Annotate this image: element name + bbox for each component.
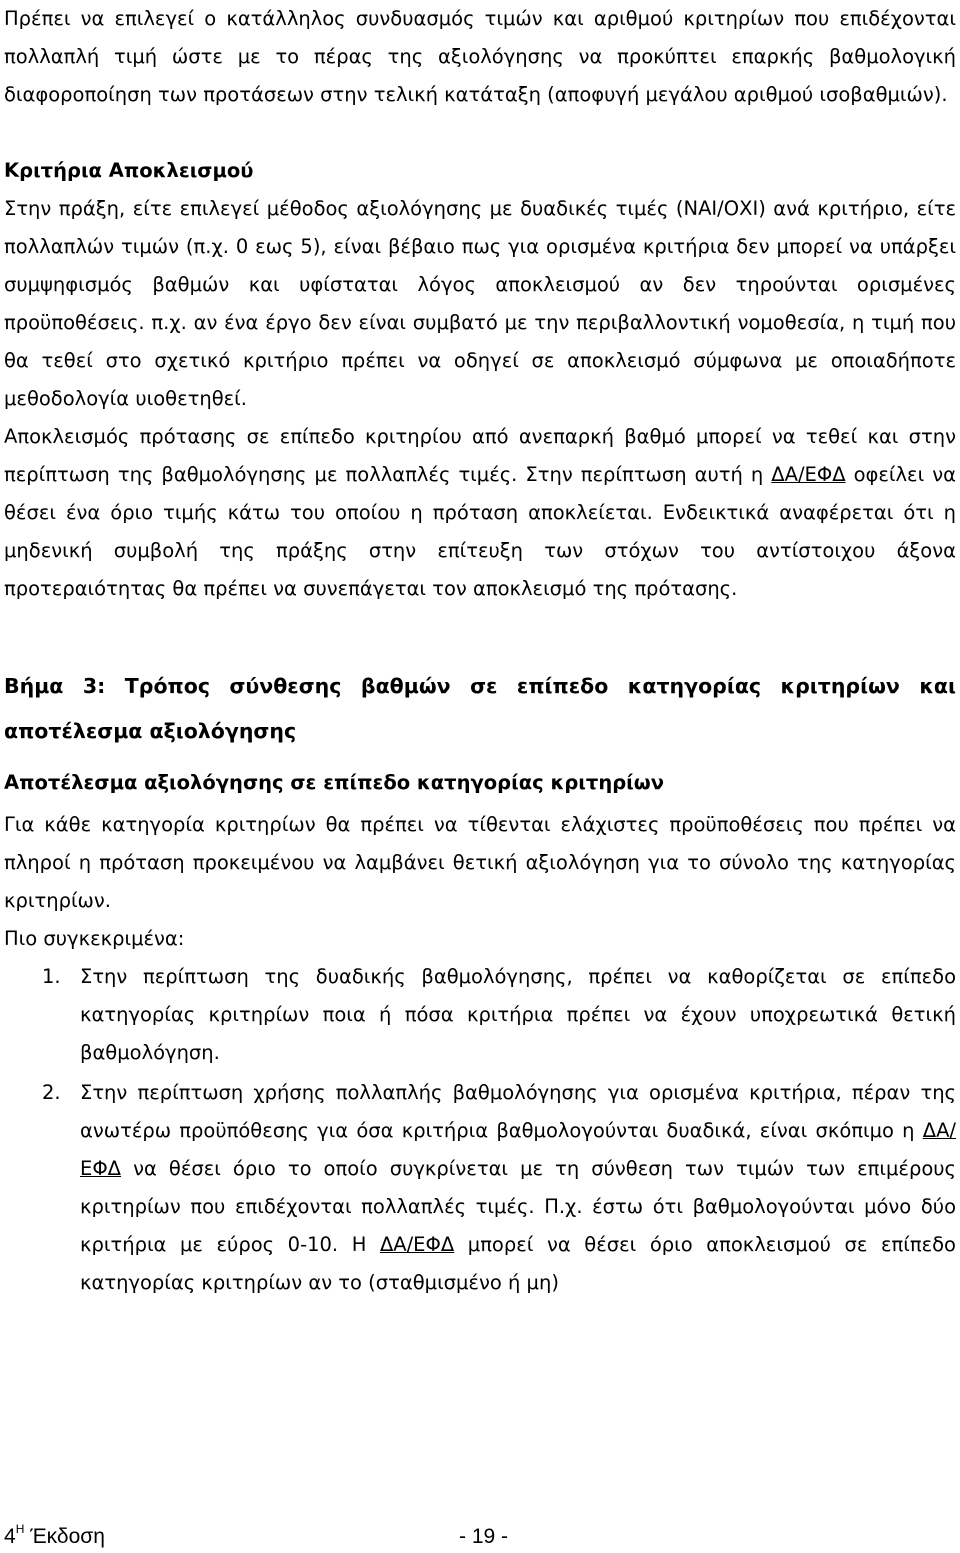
exclusion-criteria-section bbox=[4, 152, 956, 608]
page-number: - 19 - bbox=[459, 1525, 509, 1548]
document-page bbox=[4, 0, 956, 1302]
list-item-number: 1. bbox=[42, 965, 61, 988]
list-item: 2. Στην περίπτωση χρήσης πολλαπλής βαθμολόγησης για ορισμένα κριτήρια, πέραν της ανωτέρω προϋπόθεσης για όσα κριτήρια βαθμολογούνται δυαδικά, είναι σκόπιμο η ΔΑ/ΕΦΔ να θέσει όριο το οποίο συγκρίνεται με τη σύνθεση των τιμών των επιμέρους κριτηρίων που επιδέχονται πολλαπλές τιμές. Π.χ. έστω ότι βαθμολογούνται μόνο δύο κριτήρια με εύρος 0-10. Η ΔΑ/ΕΦΔ μπορεί να θέσει όριο αποκλεισμού σε επίπεδο κατηγορίας κριτηρίων αν το (σταθμισμένο ή μη) bbox=[4, 1074, 956, 1302]
list-item-text: Στην περίπτωση χρήσης πολλαπλής βαθμολόγησης για ορισμένα κριτήρια, πέραν της ανωτέρω προϋπόθεσης για όσα κριτήρια βαθμολογούνται δυαδικά, είναι σκόπιμο η bbox=[80, 1081, 956, 1142]
exclusion-criteria-heading: Κριτήρια Αποκλεισμού bbox=[4, 159, 254, 182]
paragraph-exclusion-threshold: Αποκλεισμός πρότασης σε επίπεδο κριτηρίου από ανεπαρκή βαθμό μπορεί να τεθεί και στην περίπτωση της βαθμολόγησης με πολλαπλές τιμές. Στην περίπτωση αυτή η ΔΑ/ΕΦΔ οφείλει να θέσει ένα όριο τιμής κάτω του οποίου η πρόταση αποκλείεται. Ενδεικτικά αναφέρεται ότι η μηδενική συμβολή της πράξης στην επίτευξη των στόχων του αντίστοιχου άξονα προτεραιότητας θα πρέπει να συνεπάγεται τον αποκλεισμό της πρότασης. bbox=[4, 425, 956, 600]
step3-section bbox=[4, 664, 956, 1302]
step3-heading: Βήμα 3: Τρόπος σύνθεσης βαθμών σε επίπεδο κατηγορίας κριτηρίων και αποτέλεσμα αξιολόγησης bbox=[4, 674, 956, 743]
paragraph-score-combination: Πρέπει να επιλεγεί ο κατάλληλος συνδυασμός τιμών και αριθμού κριτηρίων που επιδέχονται πολλαπλή τιμή ώστε με το πέρας της αξιολόγησης να προκύπτει επαρκής βαθμολογική διαφοροποίηση των προτάσεων στην τελική κατάταξη (αποφυγή μεγάλου αριθμού ισοβαθμιών). bbox=[4, 7, 956, 106]
authority-abbrev: ΔΑ/ΕΦΔ bbox=[379, 1233, 455, 1256]
list-item-number: 2. bbox=[42, 1081, 61, 1104]
paragraph-intro: Πιο συγκεκριμένα: bbox=[4, 927, 185, 950]
edition-label: $4^H$ Έκδοση bbox=[4, 1522, 105, 1548]
list-item-text: Στην περίπτωση της δυαδικής βαθμολόγησης, πρέπει να καθορίζεται σε επίπεδο κατηγορίας κριτηρίων ποια ή πόσα κριτήρια πρέπει να έχουν υποχρεωτικά θετική βαθμολόγηση. bbox=[80, 965, 956, 1064]
authority-abbrev: ΔΑ/ΕΦΔ bbox=[771, 463, 846, 486]
paragraph-exclusion-practice: Στην πράξη, είτε επιλεγεί μέθοδος αξιολόγησης με δυαδικές τιμές (ΝΑΙ/ΟΧΙ) ανά κριτήριο, είτε πολλαπλών τιμών (π.χ. 0 εως 5), είναι βέβαιο πως για ορισμένα κριτήρια δεν μπορεί να υπάρξει συμψηφισμός βαθμών και υφίσταται λόγος αποκλεισμού αν δεν τηρούνται ορισμένες προϋποθέσεις. π.χ. αν ένα έργο δεν είναι συμβατό με την περιβαλλοντική νομοθεσία, η τιμή που θα τεθεί στο σχετικό κριτήριο πρέπει να οδηγεί σε αποκλεισμό σύμφωνα με οποιαδήποτε μεθοδολογία υιοθετηθεί. bbox=[4, 197, 956, 410]
result-heading: Αποτέλεσμα αξιολόγησης σε επίπεδο κατηγορίας κριτηρίων bbox=[4, 771, 665, 794]
authority-abbrev: ΔΑ/ΕΦΔ bbox=[80, 1119, 956, 1180]
paragraph-category-conditions: Για κάθε κατηγορία κριτηρίων θα πρέπει να τίθενται ελάχιστες προϋποθέσεις που πρέπει να πληροί η πρόταση προκειμένου να λαμβάνει θετική αξιολόγηση για το σύνολο της κατηγορίας κριτηρίων. bbox=[4, 813, 956, 912]
conditions-list bbox=[4, 958, 956, 1302]
list-item bbox=[4, 958, 956, 1072]
